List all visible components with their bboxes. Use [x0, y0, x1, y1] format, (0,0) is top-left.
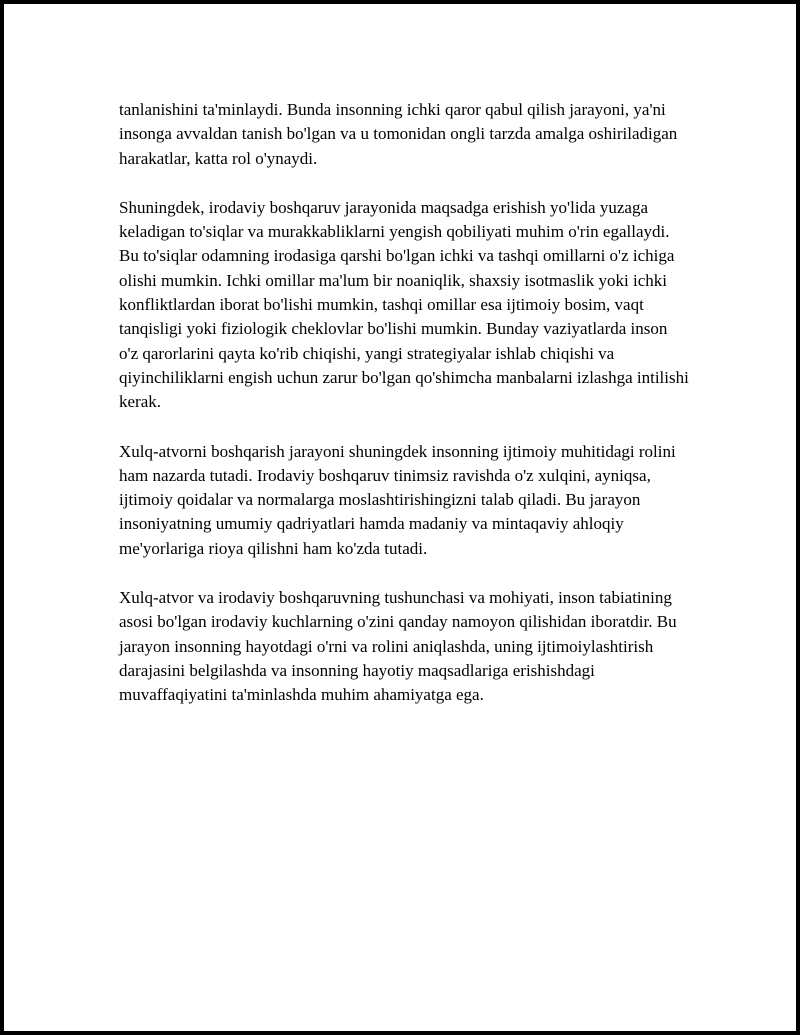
document-body	[119, 98, 689, 733]
paragraph-1: tanlanishini ta'minlaydi. Bunda insonning ichki qaror qabul qilish jarayoni, ya'ni insonga avvaldan tanish bo'lgan va u tomonidan ongli tarzda amalga oshiriladigan harakatlar, katta rol o'ynaydi.	[119, 100, 678, 168]
paragraph-4: Xulq-atvor va irodaviy boshqaruvning tushunchasi va mohiyati, inson tabiatining asosi bo'lgan irodaviy kuchlarning o'zini qanday namoyon qilishidan iboratdir. Bu jarayon insonning hayotdagi o'rni va rolini aniqlashda, uning ijtimoiylashtirish darajasini belgilashda va insonning hayotiy maqsadlariga erishishdagi muvaffaqiyatini ta'minlashda muhim ahamiyatga ega.	[119, 588, 677, 705]
paragraph-3: Xulq-atvorni boshqarish jarayoni shuningdek insonning ijtimoiy muhitidagi rolini ham nazarda tutadi. Irodaviy boshqaruv tinimsiz ravishda o'z xulqini, ayniqsa, ijtimoiy qoidalar va normalarga moslashtirishingizni talab qiladi. Bu jarayon insoniyatning umumiy qadriyatlari hamda madaniy va mintaqaviy ahloqiy me'yorlariga rioya qilishni ham ko'zda tutadi.	[119, 441, 676, 558]
paragraph-2: Shuningdek, irodaviy boshqaruv jarayonida maqsadga erishish yo'lida yuzaga keladigan to'siqlar va murakkabliklarni yengish qobiliyati muhim o'rin egallaydi. Bu to'siqlar odamning irodasiga qarshi bo'lgan ichki va tashqi omillarni o'z ichiga olishi mumkin. Ichki omillar ma'lum bir noaniqlik, shaxsiy isotmaslik yoki ichki konfliktlardan iborat bo'lishi mumkin, tashqi omillar esa ijtimoiy bosim, vaqt tanqisligi yoki fiziologik cheklovlar bo'lishi mumkin. Bunday vaziyatlarda inson o'z qarorlarini qayta ko'rib chiqishi, yangi strategiyalar ishlab chiqishi va qiyinchiliklarni engish uchun zarur bo'lgan qo'shimcha manbalarni izlashga intilishi kerak.	[119, 197, 689, 412]
